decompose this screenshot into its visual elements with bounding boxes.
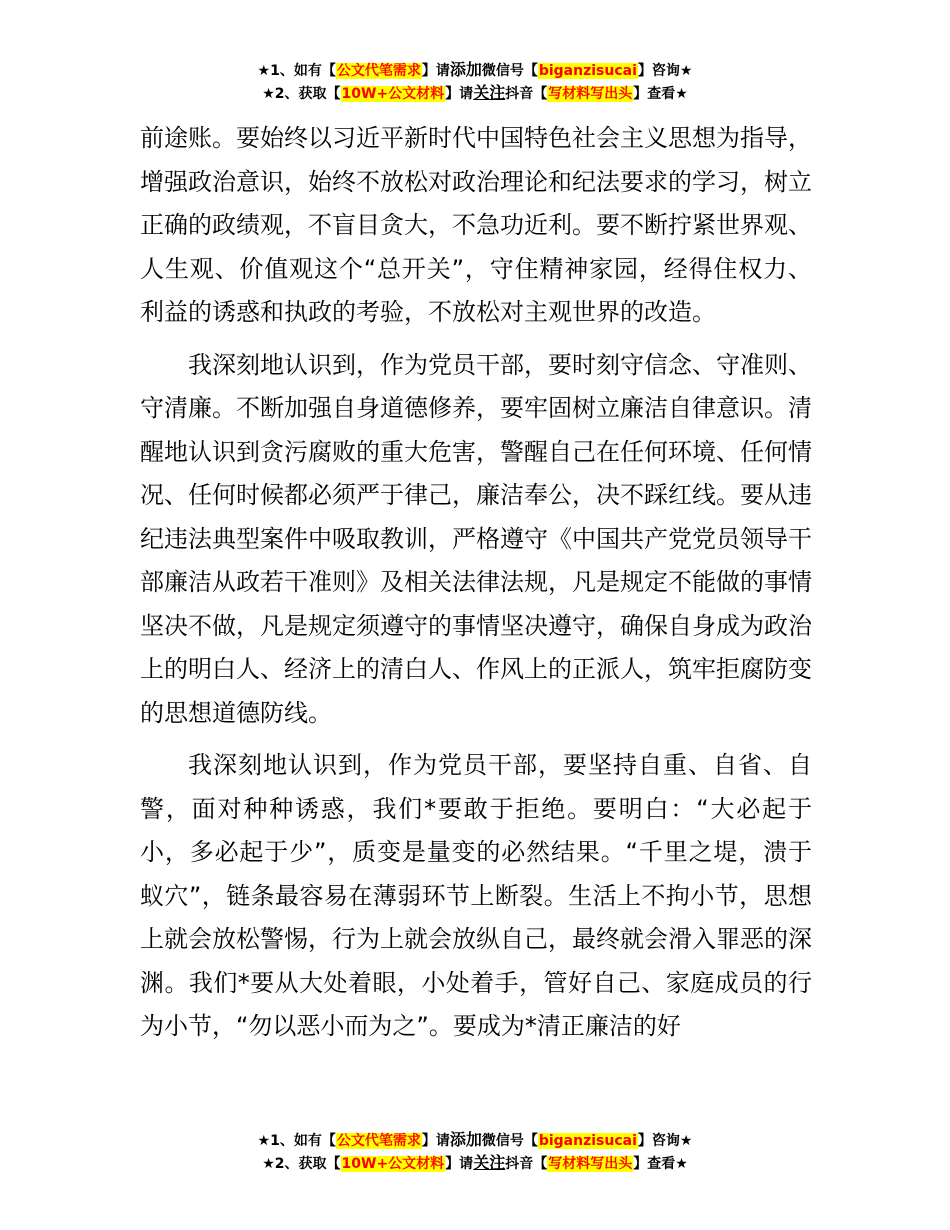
banner-highlight-service: 公文代笔需求 (336, 63, 421, 79)
footer-banner (0, 1129, 950, 1175)
banner-emphasis-follow: 关注 (473, 83, 506, 102)
banner-line-2-text-2: 抖音【 (505, 86, 548, 102)
banner-emphasis-add: 添加 (449, 60, 482, 79)
footer-line-2-suffix: 】查看★ (633, 1156, 688, 1172)
paragraph-1: 前途账。要始终以习近平新时代中国特色社会主义思想为指导，增强政治意识，始终不放松对政治理论和纪法要求的学习，树立正确的政绩观，不盲目贪大，不急功近利。要不断拧紧世界观、人生观、价值观这个“总开关”，守住精神家园，经得住权力、利益的诱惑和执政的考验，不放松对主观世界的改造。 (140, 124, 812, 326)
banner-highlight-materials: 10W+公文材料 (341, 86, 445, 102)
footer-emphasis-follow: 关注 (473, 1153, 506, 1172)
banner-line-2 (0, 82, 950, 105)
banner-line-1-suffix: 】咨询★ (637, 63, 693, 79)
banner-line-1-text: 】请 (421, 63, 450, 79)
paragraph-2: 我深刻地认识到，作为党员干部，要时刻守信念、守准则、守清廉。不断加强自身道德修养，要牢固树立廉洁自律意识。清醒地认识到贪污腐败的重大危害，警醒自己在任何环境、任何情况、任何时候都必须严于律己，廉洁奉公，决不踩红线。要从违纪违法典型案件中吸取教训，严格遵守《中国共产党党员领导干部廉洁从政若干准则》及相关法律法规，凡是规定不能做的事情坚决不做，凡是规定须遵守的事情坚决遵守，确保自身成为政治上的明白人、经济上的清白人、作风上的正派人，筑牢拒腐防变的思想道德防线。 (140, 350, 812, 727)
banner-line-2-text: 】请 (445, 86, 474, 102)
footer-line-1-prefix: ★1、如有【 (257, 1133, 336, 1149)
banner-line-2-prefix: ★2、获取【 (262, 86, 341, 102)
header-banner (0, 59, 950, 105)
footer-emphasis-add: 添加 (449, 1130, 482, 1149)
footer-line-2-text: 】请 (445, 1156, 474, 1172)
banner-highlight-wechat-id: biganzisucai (538, 63, 637, 79)
footer-banner-line-2 (0, 1152, 950, 1175)
banner-line-1-text-2: 微信号【 (481, 63, 538, 79)
footer-line-1-text: 】请 (421, 1133, 450, 1149)
footer-highlight-materials: 10W+公文材料 (341, 1156, 445, 1172)
paragraph-3: 我深刻地认识到，作为党员干部，要坚持自重、自省、自警，面对种种诱惑，我们*要敢于拒绝。要明白：“大必起于小，多必起于少”，质变是量变的必然结果。“千里之堤，溃于蚁穴”，链条最容易在薄弱环节上断裂。生活上不拘小节，思想上就会放松警惕，行为上就会放纵自己，最终就会滑入罪恶的深渊。我们*要从大处着眼，小处着手，管好自己、家庭成员的行为小节，“勿以恶小而为之”。要成为*清正廉洁的好 (140, 751, 812, 1040)
footer-highlight-wechat-id: biganzisucai (538, 1133, 637, 1149)
banner-line-2-suffix: 】查看★ (633, 86, 688, 102)
footer-line-1-text-2: 微信号【 (481, 1133, 538, 1149)
document-body (140, 117, 812, 1058)
footer-line-2-prefix: ★2、获取【 (262, 1156, 341, 1172)
banner-line-1-prefix: ★1、如有【 (257, 63, 336, 79)
footer-highlight-service: 公文代笔需求 (336, 1133, 421, 1149)
footer-line-2-text-2: 抖音【 (505, 1156, 548, 1172)
banner-highlight-douyin-account: 写材料写出头 (548, 86, 633, 102)
footer-highlight-douyin-account: 写材料写出头 (548, 1156, 633, 1172)
footer-line-1-suffix: 】咨询★ (637, 1133, 693, 1149)
banner-line-1 (0, 59, 950, 82)
footer-banner-line-1 (0, 1129, 950, 1152)
